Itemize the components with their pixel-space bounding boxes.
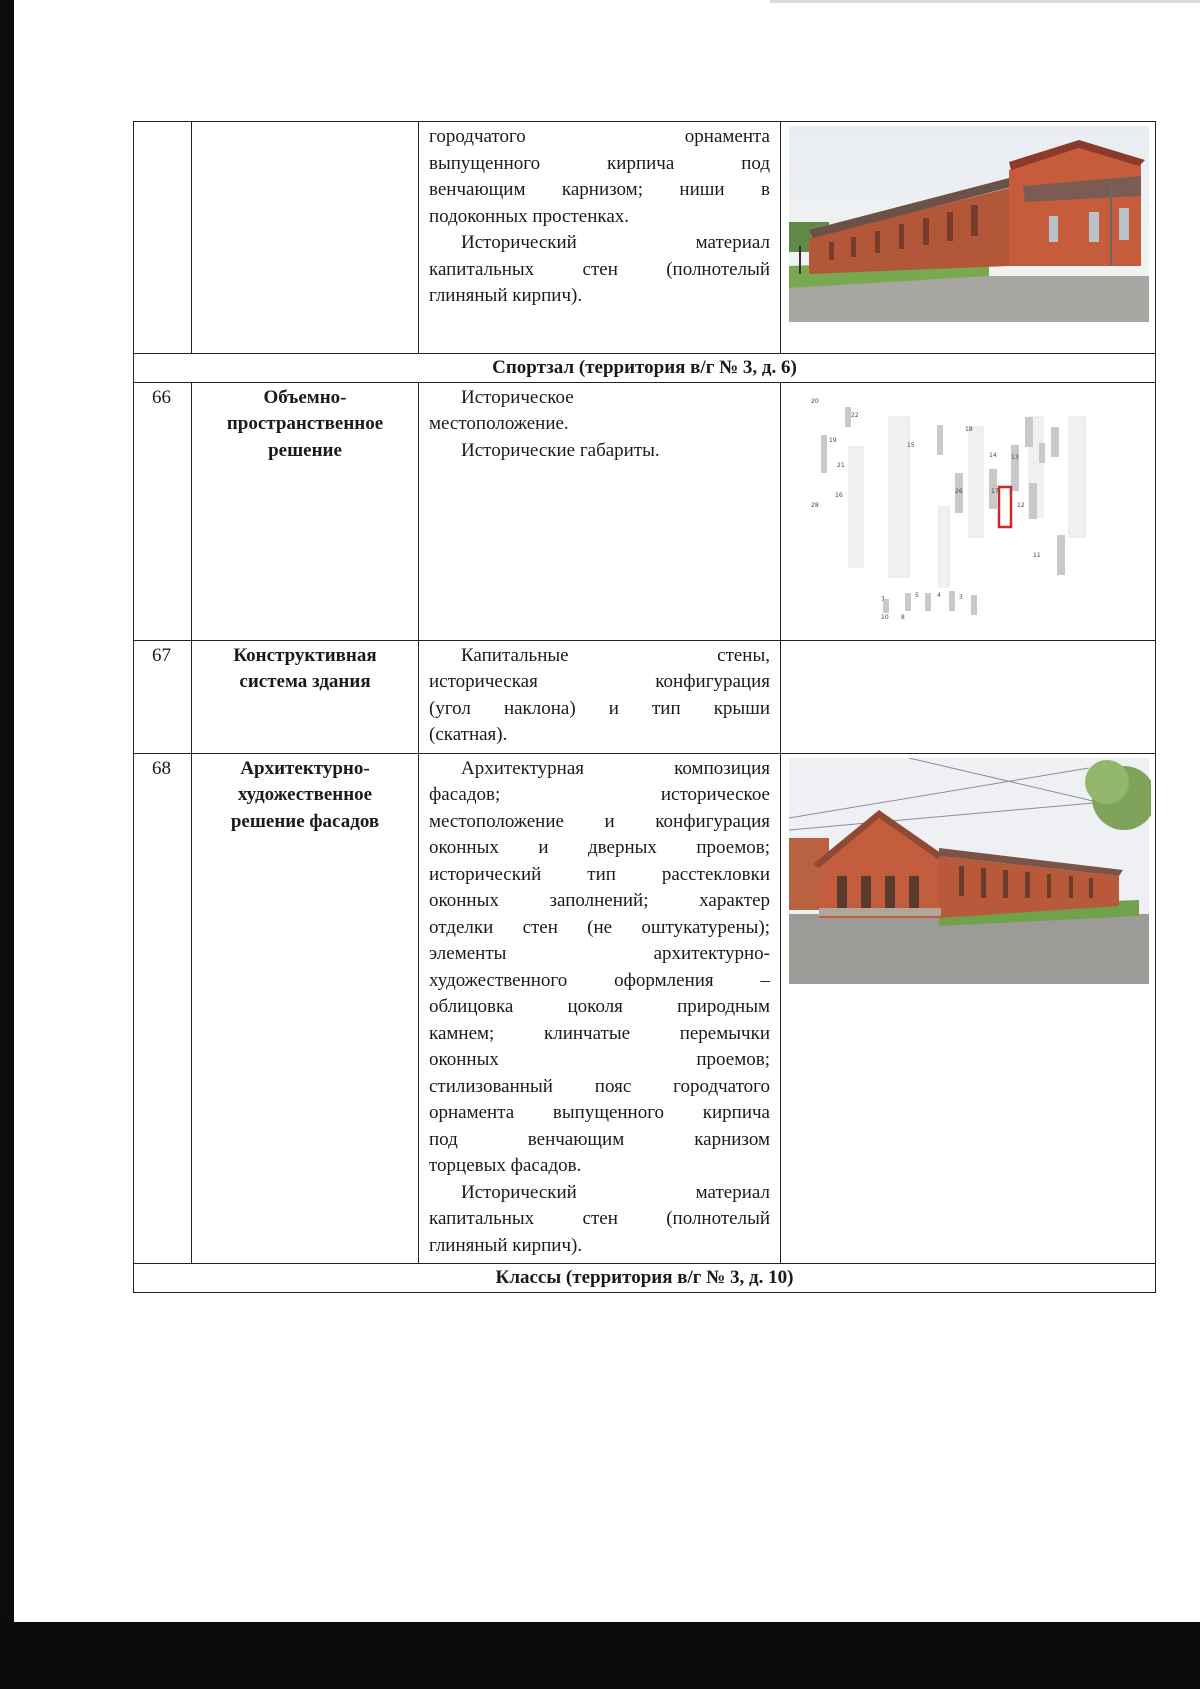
map-building-number: 26	[955, 487, 963, 495]
map-building-number: 16	[835, 491, 843, 499]
desc-line: Исторический материал	[461, 232, 770, 253]
row-number-cell	[134, 122, 192, 354]
row-number: 67	[134, 640, 192, 753]
desc-line: (скатная).	[429, 724, 508, 745]
photo-cell	[781, 122, 1156, 354]
desc-line: элементы архитектурно-	[429, 943, 770, 964]
element-description-cell	[419, 122, 781, 354]
desc-line: отделки стен (не оштукатурены);	[429, 916, 770, 938]
map-building-number: 22	[851, 411, 859, 419]
desc-line: оконных и дверных проемов;	[429, 837, 770, 858]
map-building-number: 5	[915, 591, 919, 599]
desc-line: торцевых фасадов.	[429, 1155, 582, 1176]
scan-top-line	[770, 0, 1200, 3]
map-building-number: 19	[829, 436, 837, 444]
element-name-line: Архитектурно-	[240, 757, 370, 779]
element-name-line: пространственное	[226, 413, 384, 434]
desc-line: глиняный кирпич).	[429, 1234, 583, 1256]
photo-cell	[781, 753, 1156, 1264]
map-building-number: 4	[937, 591, 941, 599]
map-building-number: 11	[1033, 551, 1041, 559]
section-title: Спортзал (территория в/г № 3, д. 6)	[134, 354, 1156, 383]
element-description-cell	[419, 640, 781, 753]
element-name-cell	[192, 640, 419, 753]
element-name-cell	[192, 122, 419, 354]
desc-line: стилизованный пояс городчатого	[429, 1075, 770, 1097]
row-number: 66	[134, 382, 192, 640]
desc-line: оконных проемов;	[429, 1049, 770, 1070]
element-name-line: решение фасадов	[230, 810, 380, 832]
map-building-number: 15	[907, 441, 915, 449]
scan-bottom-edge	[0, 1622, 1200, 1689]
table-row	[134, 382, 1156, 640]
desc-line: художественного оформления –	[429, 969, 770, 991]
empty-image-cell	[781, 640, 1156, 753]
map-building-number: 28	[811, 501, 819, 509]
map-building-number: 10	[881, 613, 889, 621]
desc-line: облицовка цоколя природным	[429, 996, 770, 1017]
element-name-cell	[192, 382, 419, 640]
desc-line: Историческое	[461, 386, 574, 408]
element-description-cell	[419, 382, 781, 640]
table-row	[134, 640, 1156, 753]
map-building-number: 17	[991, 487, 999, 495]
desc-line: Исторические габариты.	[461, 439, 660, 461]
desc-line: подоконных простенках.	[429, 205, 630, 227]
map-building-number: 21	[837, 461, 845, 469]
desc-line: городчатого орнамента	[429, 126, 770, 147]
desc-line: фасадов; историческое	[429, 784, 770, 805]
building-photo-corner-view	[787, 758, 1151, 984]
map-building-number: 12	[1017, 501, 1025, 509]
section-row	[134, 1264, 1156, 1293]
map-building-number: 18	[965, 425, 973, 433]
desc-line: (угол наклона) и тип крыши	[429, 697, 770, 719]
desc-line: Исторический материал	[461, 1181, 770, 1203]
desc-line: камнем; клинчатые перемычки	[429, 1022, 770, 1044]
element-name-line: Объемно-	[263, 386, 347, 408]
site-plan-map	[787, 387, 1151, 637]
desc-line: местоположение и конфигурация	[429, 810, 770, 832]
desc-line: капитальных стен (полнотелый	[429, 258, 770, 280]
map-building-number: 7	[881, 595, 885, 603]
map-building-number: 13	[1011, 453, 1019, 461]
map-building-number: 3	[959, 593, 963, 601]
desc-line: капитальных стен (полнотелый	[429, 1208, 770, 1229]
element-name-line: система здания	[239, 671, 371, 692]
desc-line: местоположение.	[429, 413, 569, 434]
row-number: 68	[134, 753, 192, 1264]
element-description-cell	[419, 753, 781, 1264]
desc-line: оконных заполнений; характер	[429, 890, 770, 911]
element-name-line: решение	[268, 439, 342, 461]
desc-line: орнамента выпущенного кирпича	[429, 1102, 770, 1123]
desc-line: историческая конфигурация	[429, 671, 770, 692]
map-cell	[781, 382, 1156, 640]
element-name-cell	[192, 753, 419, 1264]
building-photo-long-facade	[787, 126, 1151, 322]
section-row	[134, 354, 1156, 383]
section-title: Классы (территория в/г № 3, д. 10)	[134, 1264, 1156, 1293]
map-building-number: 20	[811, 397, 819, 405]
map-building-number: 14	[989, 451, 997, 459]
map-building-number: 8	[901, 613, 905, 621]
desc-line: Капитальные стены,	[461, 644, 770, 666]
table-row	[134, 122, 1156, 354]
desc-line: под венчающим карнизом	[429, 1128, 770, 1150]
element-name-line: Конструктивная	[233, 644, 377, 666]
element-name-line: художественное	[237, 784, 373, 805]
desc-line: выпущенного кирпича под	[429, 152, 770, 174]
desc-line: исторический тип расстекловки	[429, 863, 770, 885]
heritage-elements-table	[133, 121, 1156, 1293]
desc-line: венчающим карнизом; ниши в	[429, 179, 770, 200]
desc-line: глиняный кирпич).	[429, 285, 583, 306]
scan-left-edge	[0, 0, 14, 1689]
table-row	[134, 753, 1156, 1264]
desc-line: Архитектурная композиция	[461, 757, 770, 779]
